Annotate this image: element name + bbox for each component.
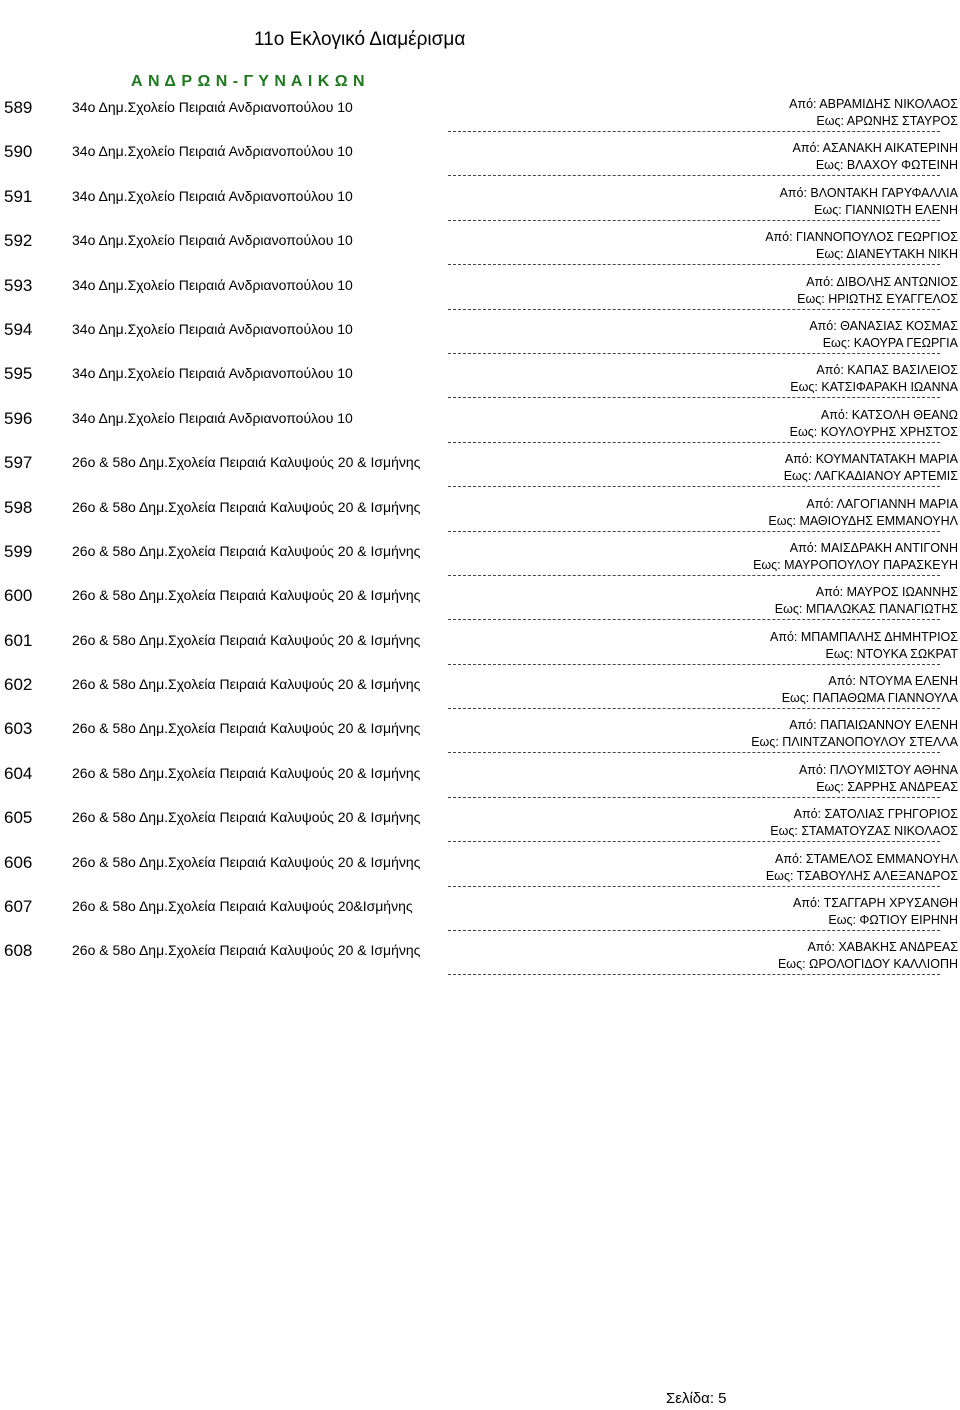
range-from: Από: ΔΙΒΟΛΗΣ ΑΝΤΩΝΙΟΣ <box>806 274 958 289</box>
range-to: Εως: ΠΛΙΝΤΖΑΝΟΠΟΥΛΟΥ ΣΤΕΛΛΑ <box>751 735 958 750</box>
range-to: Εως: ΣΤΑΜΑΤΟΥΖΑΣ ΝΙΚΟΛΑΟΣ <box>770 824 958 839</box>
range-from: Από: ΑΣΑΝΑΚΗ ΑΙΚΑΤΕΡΙΝΗ <box>792 141 958 156</box>
range-to: Εως: ΩΡΟΛΟΓΙΔΟΥ ΚΑΛΛΙΟΠΗ <box>777 957 958 972</box>
range-from: Από: ΣΑΤΟΛΙΑΣ ΓΡΗΓΟΡΙΟΣ <box>793 807 958 822</box>
list-item <box>0 356 960 400</box>
range-to: Εως: ΚΟΥΛΟΥΡΗΣ ΧΡΗΣΤΟΣ <box>789 424 958 439</box>
range-to: Εως: ΚΑΟΥΡΑ ΓΕΩΡΓΙΑ <box>822 335 958 350</box>
row-divider <box>448 664 940 665</box>
range-from: Από: ΒΛΟΝΤΑΚΗ ΓΑΡΥΦΑΛΛΙΑ <box>779 185 958 200</box>
station-location: 26ο & 58ο Δημ.Σχολεία Πειραιά Καλυψούς 20 & Ισμήνης <box>72 498 421 515</box>
range-from: Από: ΚΟΥΜΑΝΤΑΤΑΚΗ ΜΑΡΙΑ <box>784 452 958 467</box>
page-number: Σελίδα: 5 <box>666 1390 727 1407</box>
list-item <box>0 623 960 667</box>
station-number: 601 <box>4 630 33 650</box>
row-divider <box>448 708 940 709</box>
range-from: Από: ΜΑΥΡΟΣ ΙΩΑΝΝΗΣ <box>815 585 958 600</box>
row-divider <box>448 442 940 443</box>
row-divider <box>448 974 940 975</box>
station-number: 592 <box>4 231 33 251</box>
list-item <box>0 179 960 223</box>
range-from: Από: ΣΤΑΜΕΛΟΣ ΕΜΜΑΝΟΥΗΛ <box>775 851 958 866</box>
list-item <box>0 534 960 578</box>
station-number: 599 <box>4 541 33 561</box>
range-to: Εως: ΛΑΓΚΑΔΙΑΝΟΥ ΑΡΤΕΜΙΣ <box>783 469 958 484</box>
range-from: Από: ΤΣΑΓΓΑΡΗ ΧΡΥΣΑΝΘΗ <box>793 896 958 911</box>
range-from: Από: ΑΒΡΑΜΙΔΗΣ ΝΙΚΟΛΑΟΣ <box>789 97 958 111</box>
range-to: Εως: ΓΙΑΝΝΙΩΤΗ ΕΛΕΝΗ <box>814 202 958 217</box>
range-to: Εως: ΒΛΑΧΟΥ ΦΩΤΕΙΝΗ <box>815 158 958 173</box>
range-to: Εως: ΝΤΟΥΚΑ ΣΩΚΡΑΤ <box>825 646 958 661</box>
station-location: 34ο Δημ.Σχολείο Πειραιά Ανδριανοπούλου 10 <box>72 143 353 160</box>
list-item <box>0 490 960 534</box>
range-from: Από: ΓΙΑΝΝΟΠΟΥΛΟΣ ΓΕΩΡΓΙΟΣ <box>765 230 958 245</box>
list-item <box>0 312 960 356</box>
row-divider <box>448 575 940 576</box>
row-divider <box>448 752 940 753</box>
range-to: Εως: ΜΑΘΙΟΥΔΗΣ ΕΜΜΑΝΟΥΗΛ <box>768 513 958 528</box>
station-location: 26ο & 58ο Δημ.Σχολεία Πειραιά Καλυψούς 20 & Ισμήνης <box>72 942 421 959</box>
range-to: Εως: ΣΑΡΡΗΣ ΑΝΔΡΕΑΣ <box>816 779 958 794</box>
row-divider <box>448 797 940 798</box>
station-number: 595 <box>4 364 33 384</box>
row-divider <box>448 220 940 221</box>
station-number: 591 <box>4 186 33 206</box>
page-title: 11ο Εκλογικό Διαμέρισμα <box>254 29 466 50</box>
station-number: 589 <box>4 98 33 117</box>
station-location: 26ο & 58ο Δημ.Σχολεία Πειραιά Καλυψούς 20 & Ισμήνης <box>72 676 421 693</box>
list-item <box>0 223 960 267</box>
station-number: 602 <box>4 675 33 695</box>
range-to: Εως: ΤΣΑΒΟΥΛΗΣ ΑΛΕΞΑΝΔΡΟΣ <box>765 868 958 883</box>
station-number: 597 <box>4 453 33 473</box>
range-from: Από: ΧΑΒΑΚΗΣ ΑΝΔΡΕΑΣ <box>807 940 958 955</box>
station-number: 590 <box>4 142 33 162</box>
station-number: 607 <box>4 897 33 917</box>
list-item <box>0 90 960 134</box>
row-divider <box>448 353 940 354</box>
station-number: 605 <box>4 808 33 828</box>
station-location: 34ο Δημ.Σχολείο Πειραιά Ανδριανοπούλου 10 <box>72 365 353 382</box>
range-from: Από: ΛΑΓΟΓΙΑΝΝΗ ΜΑΡΙΑ <box>806 496 958 511</box>
station-location: 34ο Δημ.Σχολείο Πειραιά Ανδριανοπούλου 10 <box>72 276 353 293</box>
list-item <box>0 933 960 977</box>
range-to: Εως: ΑΡΩΝΗΣ ΣΤΑΥΡΟΣ <box>816 114 958 128</box>
station-number: 596 <box>4 408 33 428</box>
list-item <box>0 445 960 489</box>
range-to: Εως: ΜΑΥΡΟΠΟΥΛΟΥ ΠΑΡΑΣΚΕΥΗ <box>753 557 958 572</box>
station-location: 26ο & 58ο Δημ.Σχολεία Πειραιά Καλυψούς 20 & Ισμήνης <box>72 587 421 604</box>
list-item <box>0 401 960 445</box>
station-location: 34ο Δημ.Σχολείο Πειραιά Ανδριανοπούλου 10 <box>72 187 353 204</box>
station-location: 26ο & 58ο Δημ.Σχολεία Πειραιά Καλυψούς 20 & Ισμήνης <box>72 764 421 781</box>
polling-stations-list <box>0 90 960 978</box>
list-item <box>0 845 960 889</box>
station-location: 26ο & 58ο Δημ.Σχολεία Πειραιά Καλυψούς 20 & Ισμήνης <box>72 454 421 471</box>
station-location: 34ο Δημ.Σχολείο Πειραιά Ανδριανοπούλου 10 <box>72 409 353 426</box>
station-location: 26ο & 58ο Δημ.Σχολεία Πειραιά Καλυψούς 20 & Ισμήνης <box>72 853 421 870</box>
range-to: Εως: ΚΑΤΣΙΦΑΡΑΚΗ ΙΩΑΝΝΑ <box>790 380 958 395</box>
list-item <box>0 667 960 711</box>
row-divider <box>448 175 940 176</box>
range-from: Από: ΘΑΝΑΣΙΑΣ ΚΟΣΜΑΣ <box>809 318 958 333</box>
station-number: 603 <box>4 719 33 739</box>
range-from: Από: ΜΑΙΣΔΡΑΚΗ ΑΝΤΙΓΟΝΗ <box>789 540 958 555</box>
station-location: 26ο & 58ο Δημ.Σχολεία Πειραιά Καλυψούς 20 & Ισμήνης <box>72 542 421 559</box>
range-from: Από: ΚΑΠΑΣ ΒΑΣΙΛΕΙΟΣ <box>816 363 958 378</box>
row-divider <box>448 619 940 620</box>
station-location: 26ο & 58ο Δημ.Σχολεία Πειραιά Καλυψούς 20 & Ισμήνης <box>72 631 421 648</box>
list-item <box>0 134 960 178</box>
row-divider <box>448 486 940 487</box>
row-divider <box>448 131 940 132</box>
range-from: Από: ΠΑΠΑΙΩΑΝΝΟΥ ΕΛΕΝΗ <box>789 718 958 733</box>
range-to: Εως: ΠΑΠΑΘΩΜΑ ΓΙΑΝΝΟΥΛΑ <box>781 691 958 706</box>
station-location: 34ο Δημ.Σχολείο Πειραιά Ανδριανοπούλου 10 <box>72 320 353 337</box>
page-subtitle: Α Ν Δ Ρ Ω Ν - Γ Υ Ν Α Ι Κ Ω Ν <box>131 73 366 90</box>
range-to: Εως: ΔΙΑΝΕΥΤΑΚΗ ΝΙΚΗ <box>816 247 958 262</box>
list-item <box>0 889 960 933</box>
station-location: 34ο Δημ.Σχολείο Πειραιά Ανδριανοπούλου 10 <box>72 232 353 249</box>
range-to: Εως: ΜΠΑΛΩΚΑΣ ΠΑΝΑΓΙΩΤΗΣ <box>774 602 958 617</box>
station-number: 608 <box>4 941 33 961</box>
station-number: 604 <box>4 763 33 783</box>
row-divider <box>448 531 940 532</box>
range-from: Από: ΠΛΟΥΜΙΣΤΟΥ ΑΘΗΝΑ <box>798 762 958 777</box>
station-location: 26ο & 58ο Δημ.Σχολεία Πειραιά Καλυψούς 20 & Ισμήνης <box>72 809 421 826</box>
range-from: Από: ΚΑΤΣΟΛΗ ΘΕΑΝΩ <box>820 407 958 422</box>
row-divider <box>448 886 940 887</box>
range-from: Από: ΝΤΟΥΜΑ ΕΛΕΝΗ <box>828 674 958 689</box>
row-divider <box>448 930 940 931</box>
row-divider <box>448 397 940 398</box>
list-item <box>0 800 960 844</box>
station-number: 606 <box>4 852 33 872</box>
list-item <box>0 711 960 755</box>
range-from: Από: ΜΠΑΜΠΑΛΗΣ ΔΗΜΗΤΡΙΟΣ <box>769 629 958 644</box>
range-to: Εως: ΦΩΤΙΟΥ ΕΙΡΗΝΗ <box>828 913 958 928</box>
station-location: 26ο & 58ο Δημ.Σχολεία Πειραιά Καλυψούς 20&Ισμήνης <box>72 898 413 915</box>
range-to: Εως: ΗΡΙΩΤΗΣ ΕΥΑΓΓΕΛΟΣ <box>797 291 958 306</box>
list-item <box>0 578 960 622</box>
station-location: 26ο & 58ο Δημ.Σχολεία Πειραιά Καλυψούς 20 & Ισμήνης <box>72 720 421 737</box>
list-item <box>0 268 960 312</box>
row-divider <box>448 841 940 842</box>
station-location: 34ο Δημ.Σχολείο Πειραιά Ανδριανοπούλου 10 <box>72 99 353 115</box>
row-divider <box>448 309 940 310</box>
station-number: 600 <box>4 586 33 606</box>
station-number: 598 <box>4 497 33 517</box>
station-number: 594 <box>4 319 33 339</box>
row-divider <box>448 264 940 265</box>
list-item <box>0 756 960 800</box>
station-number: 593 <box>4 275 33 295</box>
